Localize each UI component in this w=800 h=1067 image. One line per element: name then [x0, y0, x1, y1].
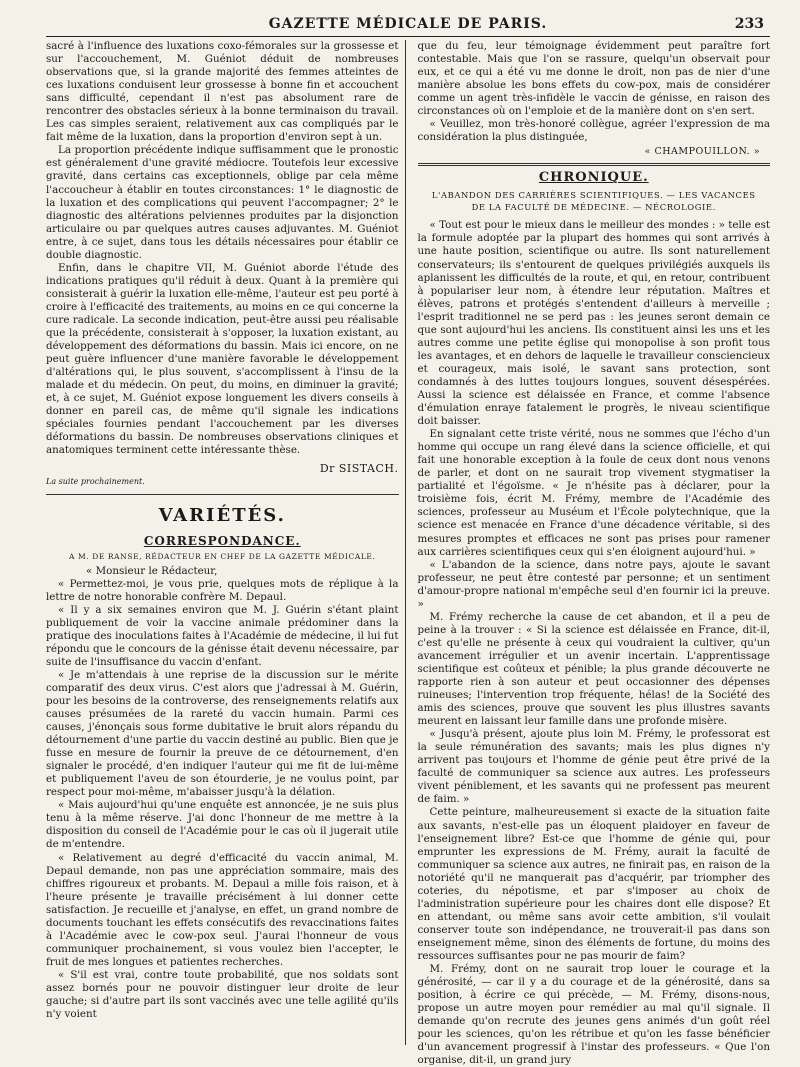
section-title-chronique: CHRONIQUE.: [538, 170, 649, 186]
journal-title: GAZETTE MÉDICALE DE PARIS.: [268, 16, 548, 32]
chronique-topics-line: DE LA FACULTÉ DE MÉDECINE. — NÉCROLOGIE.: [471, 202, 716, 213]
paragraph: « Mais aujourd'hui qu'une enquête est annoncée, je ne suis plus tenu à la même réserve. J'ai donc l'honneur de me mettre à la disposition du conseil de l'Académie pour le cas où il jugerait utile de m'entendre.: [46, 799, 399, 851]
chronique-topics: [418, 189, 771, 213]
paragraph: La proportion précédente indique suffisamment que le pronostic est généralement d'une gravité médiocre. Toutefois leur excessive gravité, dans certains cas exceptionnels, oblige par cela même l'accoucheur à établir en toutes circonstances: 1° le diagnostic de la luxation et des complications qui peuvent l'accompagner; 2° le diagnostic des altérations pelviennes produites par la disjonction articulaire ou par quelques autres causes adjuvantes. M. Guéniot entre, à ce sujet, dans tous les détails nécessaires pour établir ce double diagnostic.: [46, 144, 399, 261]
left-column: [46, 40, 406, 1045]
paragraph: « Relativement au degré d'efficacité du vaccin animal, M. Depaul demande, non pas une appréciation sommaire, mais des chiffres rigoureux et probants. M. Depaul a mille fois raison, et à l'heure présente je travaille précisément à lui donner cette satisfaction. Je recueille et j'analyse, en effet, un grand nombre de documents touchant les effets consécutifs des revaccinations faites à l'Académie avec le cow-pox seul. J'aurai l'honneur de vous communiquer prochainement, si vous voulez bien l'accepter, le fruit de mes longues et patientes recherches.: [46, 851, 399, 968]
chronique-topics-line: L'ABANDON DES CARRIÈRES SCIENTIFIQUES. — LES VACANCES: [431, 190, 756, 201]
paragraph: « L'abandon de la science, dans notre pays, ajoute le savant professeur, ne peut être contesté par personne; et un sentiment d'amour-propre national m'empêche seul d'en fournir ici la preuve. »: [417, 558, 770, 610]
paragraph: Cette peinture, malheureusement si exacte de la situation faite aux savants, n'est-elle pas un éloquent plaidoyer en faveur de l'enseignement libre? Est-ce que l'homme de génie qui, pour emprunter les expressions de M. Frémy, aurait la faculté de communiquer sa science aux autres, ne finirait pas, en raison de la notoriété qu'il ne manquerait pas d'acquérir, par triompher des coteries, du népotisme, et par s'imposer au choix de l'administration supérieure pour les chaires dont elle dispose? Et en attendant, ou même sans avoir cette ambition, s'il voulait conserver toute son indépendance, ne trouverait-il pas dans son enseignement même, sinon des éléments de fortune, du moins des ressources suffisantes pour ne pas mourir de faim?: [417, 806, 770, 962]
paragraph: M. Frémy, dont on ne saurait trop louer le courage et la générosité, — car il y a du courage et de la générosité, dans sa position, à écrire ce qui précède, — M. Frémy, disons-nous, propose un autre moyen pour remédier au mal qu'il signale. Il demande qu'on recrute des jeunes gens animés d'un goût réel pour les sciences, qu'on les rétribue et qu'on les fasse bénéficier d'un avancement progressif à l'instar des professeurs. « Que l'on organise, dit-il, un grand jury: [417, 963, 770, 1067]
paragraph: « Veuillez, mon très-honoré collègue, agréer l'expression de ma considération la plus distinguée,: [417, 118, 770, 144]
page-header: [46, 12, 770, 37]
section-divider: [46, 494, 399, 495]
paragraph: sacré à l'influence des luxations coxo-fémorales sur la grossesse et sur l'accouchement, M. Guéniot déduit de nombreuses observations que, si la grande majorité des femmes atteintes de ces luxations conduisent leur grossesse à bonne fin et accouchent sans difficulté, cependant il n'est pas absolument rare de rencontrer des obstacles sérieux à la bonne terminaison du travail. Les cas simples seraient, relativement aux cas compliqués par le fait même de la luxation, dans la proportion d'environ sept à un.: [46, 40, 399, 144]
page-number: 233: [734, 16, 764, 32]
paragraph: « S'il est vrai, contre toute probabilité, que nos soldats sont assez bornés pour ne pouvoir distinguer leur droite de leur gauche; si d'autre part ils sont vaccinés avec une telle agilité qu'ils n'y voient: [46, 968, 399, 1021]
letter-salutation: « Monsieur le Rédacteur,: [86, 564, 218, 577]
section-divider: [418, 163, 771, 166]
paragraph: Enfin, dans le chapitre VII, M. Guéniot aborde l'étude des indications pratiques qu'il réduit à deux. Quant à la première qui consisterait à guérir la luxation elle-même, l'auteur est peu porté à croire à l'efficacité des traitements, au moins en ce qui concerne la cure radicale. La seconde indication, peut-être aussi peu réalisable que la précédente, consisterait à s'opposer, la luxation existant, au développement des déformations du bassin. Mais ici encore, on ne peut guère influencer d'une manière favorable le développement d'altérations qui, le plus souvent, s'accomplissent à l'insu de la malade et du médecin. On peut, du moins, en diminuer la gravité; et, à ce sujet, M. Guéniot expose longuement les divers conseils à donner en pareil cas, de même qu'il signale les indications spéciales fournies pendant l'accouchement par les diverses déformations du bassin. De nombreuses observations cliniques et anatomiques terminent cette intéressante thèse.: [46, 261, 399, 457]
text-columns: [46, 40, 770, 1067]
author-signature: Dr SISTACH.: [319, 461, 399, 475]
paragraph: « Je m'attendais à une reprise de la discussion sur le mérite comparatif des deux virus. C'est alors que j'adressai à M. Guérin, pour les besoins de la controverse, des renseignements relatifs aux causes présumées de la rareté du vaccin humain. Parmi ces causes, j'énonçais sous forme dubitative le bruit alors répandu du détournement d'une partie du vaccin destiné au public. Bien que je fusse en mesure de fournir la preuve de ce détournement, d'en signaler le procédé, d'en indiquer l'auteur qui me fit de lui-même et publiquement l'aveu de son étourderie, je ne voulus point, par respect pour moi-même, m'abaisser jusqu'à la délation.: [46, 668, 399, 799]
letter-signature: « CHAMPOUILLON. »: [644, 146, 760, 158]
letter-dedication: A M. DE RANSE, RÉDACTEUR EN CHEF DE LA GAZETTE MÉDICALE.: [69, 551, 376, 561]
paragraph: que du feu, leur témoignage évidemment peut paraître fort contestable. Mais que l'on se rassure, quelqu'un observait pour eux, et ce qui a été vu me donne le droit, non pas de nier d'une manière absolue les bons effets du cow-pox, mais de considérer comme un agent très-infidèle le vaccin de génisse, en raison des circonstances où on l'emploie et de la manière dont on s'en sert.: [417, 40, 770, 118]
right-column: [417, 40, 771, 1067]
paragraph: « Tout est pour le mieux dans le meilleur des mondes : » telle est la formule adoptée par la plupart des hommes qui sont arrivés à une haute position, scientifique ou autre. Ils sont naturellement conservateurs; ils s'entourent de quelques privilégiés auxquels ils aplanissent les difficultés de la route, et qui, en retour, contribuent à populariser leur nom, à étendre leur réputation. Maîtres et élèves, patrons et protégés s'entendent d'ailleurs à merveille ; l'esprit traditionnel ne se perd pas : les jeunes seront demain ce que sont aujourd'hui les anciens. Ils constituent ainsi les uns et les autres comme une petite église qui monopolise à son profit tous les avantages, et en dehors de laquelle le travailleur consciencieux et courageux, mais isolé, le savant sans protection, sont condamnés à des luttes toujours longues, souvent désespérées. Aussi la science est délaissée en France, et comme l'absence d'émulation enraye fatalement le progrès, le niveau scientifique doit baisser.: [417, 219, 770, 428]
paragraph: « Il y a six semaines environ que M. J. Guérin s'étant plaint publiquement de voir la vaccine animale prédominer dans la pratique des inoculations faites à l'Académie de médecine, il lui fut répondu que le concours de la génisse était devenu nécessaire, par suite de l'insuffisance du vaccin d'enfant.: [46, 603, 399, 668]
paragraph: En signalant cette triste vérité, nous ne sommes que l'écho d'un homme qui occupe un rang élevé dans la science officielle, et qui fait une honorable exception à la foule de ceux dont nous venons de parler, et dont on ne saurait trop vivement stygmatiser la partialité et l'égoïsme. « Je n'hésite pas à déclarer, pour la troisième fois, écrit M. Frémy, membre de l'Académie des sciences, professeur au Muséum et l'École polytechnique, que la science est menacée en France d'une décadence véritable, si des mesures promptes et efficaces ne sont pas prises pour ramener aux carrières scientifiques ceux qui s'en éloignent aujourd'hui. »: [417, 428, 770, 558]
paragraph: M. Frémy recherche la cause de cet abandon, et il a peu de peine à la trouver : « Si la science est délaissée en France, dit-il, c'est qu'elle ne présente à ceux qui voudraient la cultiver, qu'un avancement irrégulier et un avenir incertain. L'apprentissage scientifique est coûteux et pénible; la plus grande découverte ne rapporte rien à son auteur et peut occasionner des dépenses ruineuses; l'intervention trop fréquente, hélas! de la Société des amis des sciences, prouve que souvent les plus illustres savants meurent en laissant leur famille dans une profonde misère.: [417, 610, 770, 728]
subsection-title-correspondance: CORRESPONDANCE.: [143, 533, 301, 548]
section-title-varietes: VARIÉTÉS.: [158, 504, 286, 526]
continuation-note: La suite prochainement.: [46, 476, 145, 486]
paragraph: « Permettez-moi, je vous prie, quelques mots de réplique à la lettre de notre honorable confrère M. Depaul.: [46, 577, 399, 603]
paragraph: « Jusqu'à présent, ajoute plus loin M. Frémy, le professorat est la seule rémunération des savants; mais les plus dignes n'y arrivent pas toujours et l'homme de génie peut être privé de la faculté de communiquer sa science aux autres. Les professeurs vivent péniblement, et les savants qui ne professent pas meurent de faim. »: [417, 728, 770, 806]
